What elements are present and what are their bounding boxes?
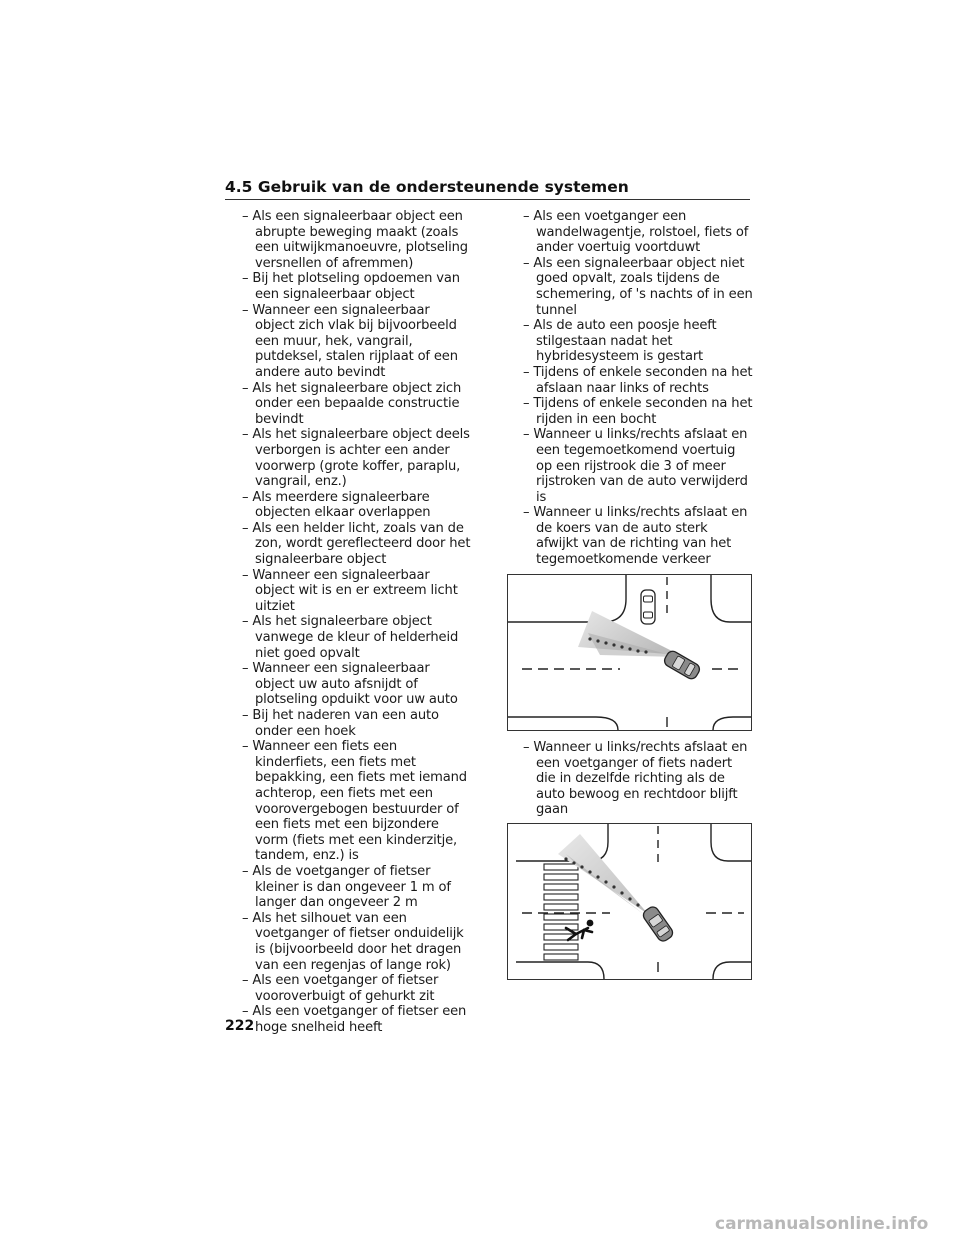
list-item: – Tijdens of enkele seconden na het rijden in een bocht	[523, 396, 753, 427]
header-divider	[225, 199, 750, 200]
watermark: carmanualsonline.info	[715, 1214, 929, 1234]
right-condition-list	[523, 209, 753, 568]
list-item: – Als een signaleerbaar object niet goed opvalt, zoals tijdens de schemering, of 's nachts of in een tunnel	[523, 256, 753, 318]
list-item: – Bij het plotseling opdoemen van een signaleerbaar object	[242, 271, 472, 302]
list-item: – Als een voetganger of fietser vooroverbuigt of gehurkt zit	[242, 973, 472, 1004]
list-item: – Als meerdere signaleerbare objecten elkaar overlappen	[242, 490, 472, 521]
list-item: – Als de voetganger of fietser kleiner is dan ongeveer 1 m of langer dan ongeveer 2 m	[242, 864, 472, 911]
list-item: – Wanneer een fiets een kinderfiets, een fiets met bepakking, een fiets met iemand achterop, een fiets met een voorovergebogen bestuurder of een fiets met een bijzondere vorm (fiets met een kinderzitje, tandem, enz.) is	[242, 739, 472, 864]
list-item: – Wanneer een signaleerbaar object zich vlak bij bijvoorbeeld een muur, hek, vangrail, putdeksel, stalen rijplaat of een andere auto bevindt	[242, 303, 472, 381]
list-item: – Tijdens of enkele seconden na het afslaan naar links of rechts	[523, 365, 753, 396]
list-item: – Als een voetganger of fietser een hoge snelheid heeft	[242, 1004, 472, 1035]
right-condition-list-2	[523, 740, 753, 818]
figure-turning-pedestrian-crossing	[507, 823, 752, 980]
list-item: – Wanneer u links/rechts afslaat en een voetganger of fiets nadert die in dezelfde richting als de auto bewoog en rechtdoor blijft gaan	[523, 740, 753, 818]
section-header: 4.5 Gebruik van de ondersteunende systemen	[225, 178, 629, 196]
list-item: – Bij het naderen van een auto onder een hoek	[242, 708, 472, 739]
list-item: – Als een voetganger een wandelwagentje, rolstoel, fiets of ander voertuig voortduwt	[523, 209, 753, 256]
list-item: – Wanneer u links/rechts afslaat en de koers van de auto sterk afwijkt van de richting van het tegemoetkomende verkeer	[523, 505, 753, 567]
list-item: – Als het silhouet van een voetganger of fietser onduidelijk is (bijvoorbeeld door het dragen van een regenjas of lange rok)	[242, 911, 472, 973]
figure-turning-oncoming-vehicle	[507, 574, 752, 731]
list-item: – Wanneer een signaleerbaar object wit is en er extreem licht uitziet	[242, 568, 472, 615]
list-item: – Als het signaleerbare object zich onder een bepaalde constructie bevindt	[242, 381, 472, 428]
list-item: – Als het signaleerbare object vanwege de kleur of helderheid niet goed opvalt	[242, 614, 472, 661]
left-condition-list	[242, 209, 472, 1035]
list-item: – Als de auto een poosje heeft stilgestaan nadat het hybridesysteem is gestart	[523, 318, 753, 365]
list-item: – Als een helder licht, zoals van de zon, wordt gereflecteerd door het signaleerbare object	[242, 521, 472, 568]
list-item: – Als een signaleerbaar object een abrupte beweging maakt (zoals een uitwijkmanoeuvre, plotseling versnellen of afremmen)	[242, 209, 472, 271]
list-item: – Wanneer u links/rechts afslaat en een tegemoetkomend voertuig op een rijstrook die 3 of meer rijstroken van de auto verwijderd is	[523, 427, 753, 505]
page-number: 222	[225, 1018, 255, 1034]
list-item: – Wanneer een signaleerbaar object uw auto afsnijdt of plotseling opduikt voor uw auto	[242, 661, 472, 708]
list-item: – Als het signaleerbare object deels verborgen is achter een ander voorwerp (grote koffer, paraplu, vangrail, enz.)	[242, 427, 472, 489]
